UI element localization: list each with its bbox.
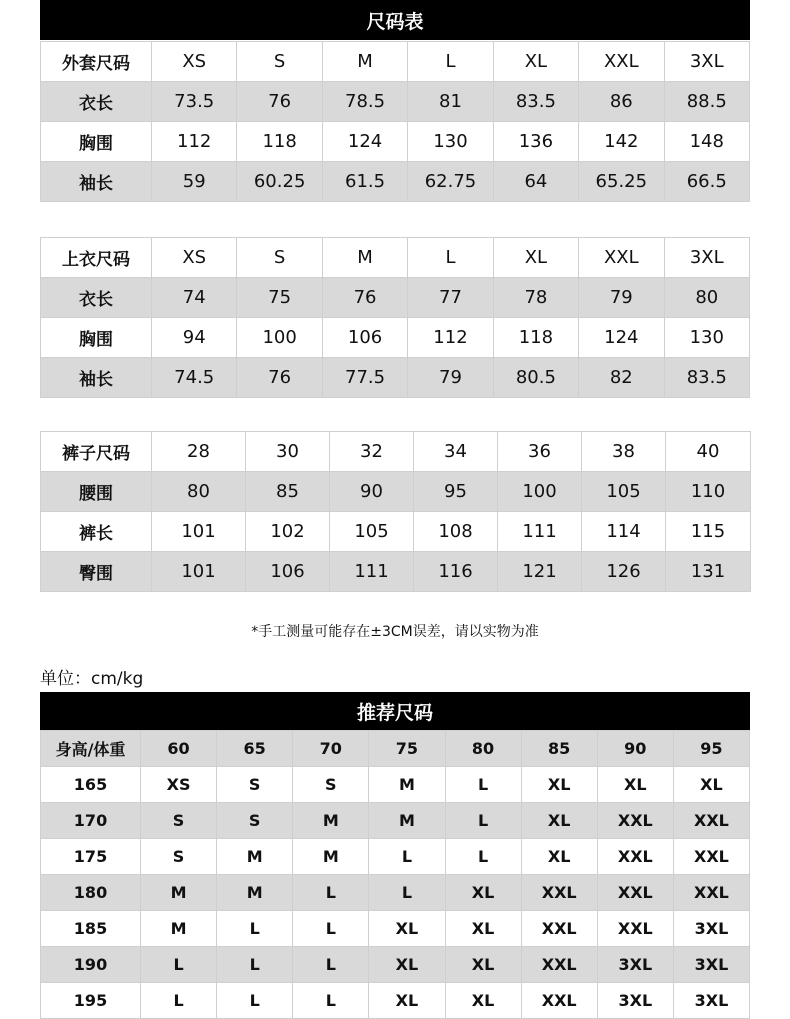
size-cell: S <box>237 238 322 278</box>
size-cell: L <box>369 839 445 875</box>
pants-row-waist <box>41 472 751 512</box>
size-cell: 3XL <box>664 42 749 82</box>
size-cell: XL <box>521 767 597 803</box>
size-cell: L <box>217 983 293 1019</box>
size-cell: 32 <box>330 432 414 472</box>
value-cell: 66.5 <box>664 162 749 202</box>
measure-label: 袖长 <box>41 162 152 202</box>
top-row-sleeve <box>41 358 750 398</box>
size-cell: 3XL <box>597 947 673 983</box>
measure-label: 胸围 <box>41 122 152 162</box>
jacket-header-row <box>41 42 750 82</box>
size-cell: XL <box>521 839 597 875</box>
size-cell: XL <box>445 983 521 1019</box>
size-cell: L <box>141 947 217 983</box>
size-cell: XS <box>141 767 217 803</box>
recommend-table <box>40 730 750 1019</box>
value-cell: 80.5 <box>493 358 578 398</box>
jacket-row-length <box>41 82 750 122</box>
size-cell: L <box>293 983 369 1019</box>
size-cell: XL <box>673 767 749 803</box>
size-cell: XXL <box>597 839 673 875</box>
value-cell: 105 <box>330 512 414 552</box>
value-cell: 94 <box>152 318 237 358</box>
size-cell: XXL <box>521 983 597 1019</box>
value-cell: 100 <box>498 472 582 512</box>
height-cell: 165 <box>41 767 141 803</box>
height-cell: 195 <box>41 983 141 1019</box>
value-cell: 136 <box>493 122 578 162</box>
size-cell: 3XL <box>673 911 749 947</box>
size-cell: M <box>141 911 217 947</box>
size-cell: L <box>369 875 445 911</box>
size-cell: S <box>293 767 369 803</box>
size-cell: XXL <box>597 803 673 839</box>
value-cell: 88.5 <box>664 82 749 122</box>
recommend-row <box>41 983 750 1019</box>
size-cell: XS <box>152 238 237 278</box>
size-cell: L <box>408 42 493 82</box>
size-cell: M <box>293 803 369 839</box>
weight-cell: 75 <box>369 731 445 767</box>
size-cell: L <box>217 911 293 947</box>
height-cell: 175 <box>41 839 141 875</box>
value-cell: 111 <box>330 552 414 592</box>
height-cell: 190 <box>41 947 141 983</box>
size-cell: 36 <box>498 432 582 472</box>
value-cell: 65.25 <box>579 162 664 202</box>
size-cell: XS <box>152 42 237 82</box>
value-cell: 101 <box>152 552 246 592</box>
value-cell: 101 <box>152 512 246 552</box>
value-cell: 121 <box>498 552 582 592</box>
measure-label: 衣长 <box>41 278 152 318</box>
value-cell: 115 <box>666 512 751 552</box>
size-cell: M <box>217 875 293 911</box>
value-cell: 77 <box>408 278 493 318</box>
pants-header-row <box>41 432 751 472</box>
size-cell: XL <box>493 42 578 82</box>
value-cell: 116 <box>414 552 498 592</box>
size-cell: XXL <box>597 875 673 911</box>
value-cell: 148 <box>664 122 749 162</box>
recommend-row <box>41 911 750 947</box>
height-cell: 185 <box>41 911 141 947</box>
size-cell: M <box>369 803 445 839</box>
value-cell: 76 <box>237 82 322 122</box>
value-cell: 112 <box>152 122 237 162</box>
value-cell: 73.5 <box>152 82 237 122</box>
jacket-size-table <box>40 41 750 202</box>
value-cell: 80 <box>152 472 246 512</box>
size-cell: XXL <box>597 911 673 947</box>
measure-label: 胸围 <box>41 318 152 358</box>
size-cell: L <box>141 983 217 1019</box>
value-cell: 126 <box>582 552 666 592</box>
size-cell: 34 <box>414 432 498 472</box>
size-cell: L <box>408 238 493 278</box>
weight-cell: 60 <box>141 731 217 767</box>
value-cell: 76 <box>237 358 322 398</box>
size-cell: XL <box>493 238 578 278</box>
size-cell: XL <box>445 911 521 947</box>
top-row-length <box>41 278 750 318</box>
size-cell: M <box>322 238 407 278</box>
measurement-note: *手工测量可能存在±3CM误差，请以实物为准 <box>251 624 539 640</box>
value-cell: 108 <box>414 512 498 552</box>
value-cell: 86 <box>579 82 664 122</box>
measure-label: 裤长 <box>41 512 152 552</box>
pants-size-table <box>40 431 751 592</box>
size-cell: XL <box>445 947 521 983</box>
size-cell: XXL <box>673 803 749 839</box>
value-cell: 59 <box>152 162 237 202</box>
size-cell: XXL <box>673 875 749 911</box>
size-cell: M <box>322 42 407 82</box>
value-cell: 83.5 <box>493 82 578 122</box>
weight-cell: 65 <box>217 731 293 767</box>
value-cell: 105 <box>582 472 666 512</box>
size-cell: XXL <box>521 947 597 983</box>
size-cell: L <box>217 947 293 983</box>
value-cell: 77.5 <box>322 358 407 398</box>
value-cell: 62.75 <box>408 162 493 202</box>
size-cell: XL <box>521 803 597 839</box>
value-cell: 78.5 <box>322 82 407 122</box>
size-cell: M <box>293 839 369 875</box>
weight-cell: 80 <box>445 731 521 767</box>
size-cell: XXL <box>521 875 597 911</box>
jacket-row-sleeve <box>41 162 750 202</box>
height-cell: 170 <box>41 803 141 839</box>
size-cell: 3XL <box>673 983 749 1019</box>
value-cell: 61.5 <box>322 162 407 202</box>
value-cell: 114 <box>582 512 666 552</box>
value-cell: 82 <box>579 358 664 398</box>
size-cell: L <box>445 803 521 839</box>
size-cell: XXL <box>579 42 664 82</box>
value-cell: 102 <box>246 512 330 552</box>
pants-row-hip <box>41 552 751 592</box>
size-cell: 3XL <box>597 983 673 1019</box>
recommend-row <box>41 839 750 875</box>
size-cell: 38 <box>582 432 666 472</box>
size-cell: XXL <box>521 911 597 947</box>
height-weight-label: 身高/体重 <box>41 731 141 767</box>
value-cell: 100 <box>237 318 322 358</box>
size-cell: S <box>141 839 217 875</box>
value-cell: 79 <box>579 278 664 318</box>
size-cell: S <box>237 42 322 82</box>
measure-label: 衣长 <box>41 82 152 122</box>
size-cell: XXL <box>673 839 749 875</box>
size-cell: 3XL <box>673 947 749 983</box>
value-cell: 90 <box>330 472 414 512</box>
size-cell: S <box>141 803 217 839</box>
value-cell: 81 <box>408 82 493 122</box>
recommend-row <box>41 803 750 839</box>
value-cell: 118 <box>493 318 578 358</box>
value-cell: 130 <box>408 122 493 162</box>
size-cell: S <box>217 803 293 839</box>
value-cell: 124 <box>322 122 407 162</box>
weight-cell: 95 <box>673 731 749 767</box>
value-cell: 64 <box>493 162 578 202</box>
top-header-label: 上衣尺码 <box>41 238 152 278</box>
value-cell: 74.5 <box>152 358 237 398</box>
size-chart-title: 尺码表 <box>40 0 750 40</box>
size-cell: 30 <box>246 432 330 472</box>
value-cell: 142 <box>579 122 664 162</box>
size-cell: XL <box>597 767 673 803</box>
top-row-chest <box>41 318 750 358</box>
value-cell: 106 <box>322 318 407 358</box>
size-cell: L <box>293 875 369 911</box>
size-cell: XL <box>369 911 445 947</box>
top-size-table <box>40 237 750 398</box>
pants-row-length <box>41 512 751 552</box>
size-cell: M <box>217 839 293 875</box>
size-cell: XL <box>369 983 445 1019</box>
jacket-row-chest <box>41 122 750 162</box>
size-cell: XXL <box>579 238 664 278</box>
weight-cell: 70 <box>293 731 369 767</box>
value-cell: 76 <box>322 278 407 318</box>
recommend-title: 推荐尺码 <box>40 692 750 730</box>
size-cell: M <box>369 767 445 803</box>
value-cell: 79 <box>408 358 493 398</box>
size-cell: XL <box>445 875 521 911</box>
value-cell: 95 <box>414 472 498 512</box>
value-cell: 111 <box>498 512 582 552</box>
value-cell: 60.25 <box>237 162 322 202</box>
size-cell: S <box>217 767 293 803</box>
size-cell: L <box>293 947 369 983</box>
recommend-header-row <box>41 731 750 767</box>
recommend-row <box>41 875 750 911</box>
measure-label: 臀围 <box>41 552 152 592</box>
value-cell: 80 <box>664 278 749 318</box>
size-cell: XL <box>369 947 445 983</box>
top-header-row <box>41 238 750 278</box>
value-cell: 124 <box>579 318 664 358</box>
measure-label: 腰围 <box>41 472 152 512</box>
weight-cell: 90 <box>597 731 673 767</box>
pants-header-label: 裤子尺码 <box>41 432 152 472</box>
value-cell: 112 <box>408 318 493 358</box>
size-cell: 40 <box>666 432 751 472</box>
size-cell: L <box>293 911 369 947</box>
value-cell: 106 <box>246 552 330 592</box>
value-cell: 83.5 <box>664 358 749 398</box>
value-cell: 85 <box>246 472 330 512</box>
jacket-header-label: 外套尺码 <box>41 42 152 82</box>
weight-cell: 85 <box>521 731 597 767</box>
value-cell: 75 <box>237 278 322 318</box>
size-cell: M <box>141 875 217 911</box>
value-cell: 118 <box>237 122 322 162</box>
recommend-row <box>41 947 750 983</box>
value-cell: 130 <box>664 318 749 358</box>
value-cell: 74 <box>152 278 237 318</box>
value-cell: 110 <box>666 472 751 512</box>
value-cell: 78 <box>493 278 578 318</box>
height-cell: 180 <box>41 875 141 911</box>
unit-label: 单位：cm/kg <box>40 669 144 689</box>
size-cell: 28 <box>152 432 246 472</box>
value-cell: 131 <box>666 552 751 592</box>
recommend-row <box>41 767 750 803</box>
measure-label: 袖长 <box>41 358 152 398</box>
size-cell: 3XL <box>664 238 749 278</box>
size-cell: L <box>445 767 521 803</box>
size-cell: L <box>445 839 521 875</box>
